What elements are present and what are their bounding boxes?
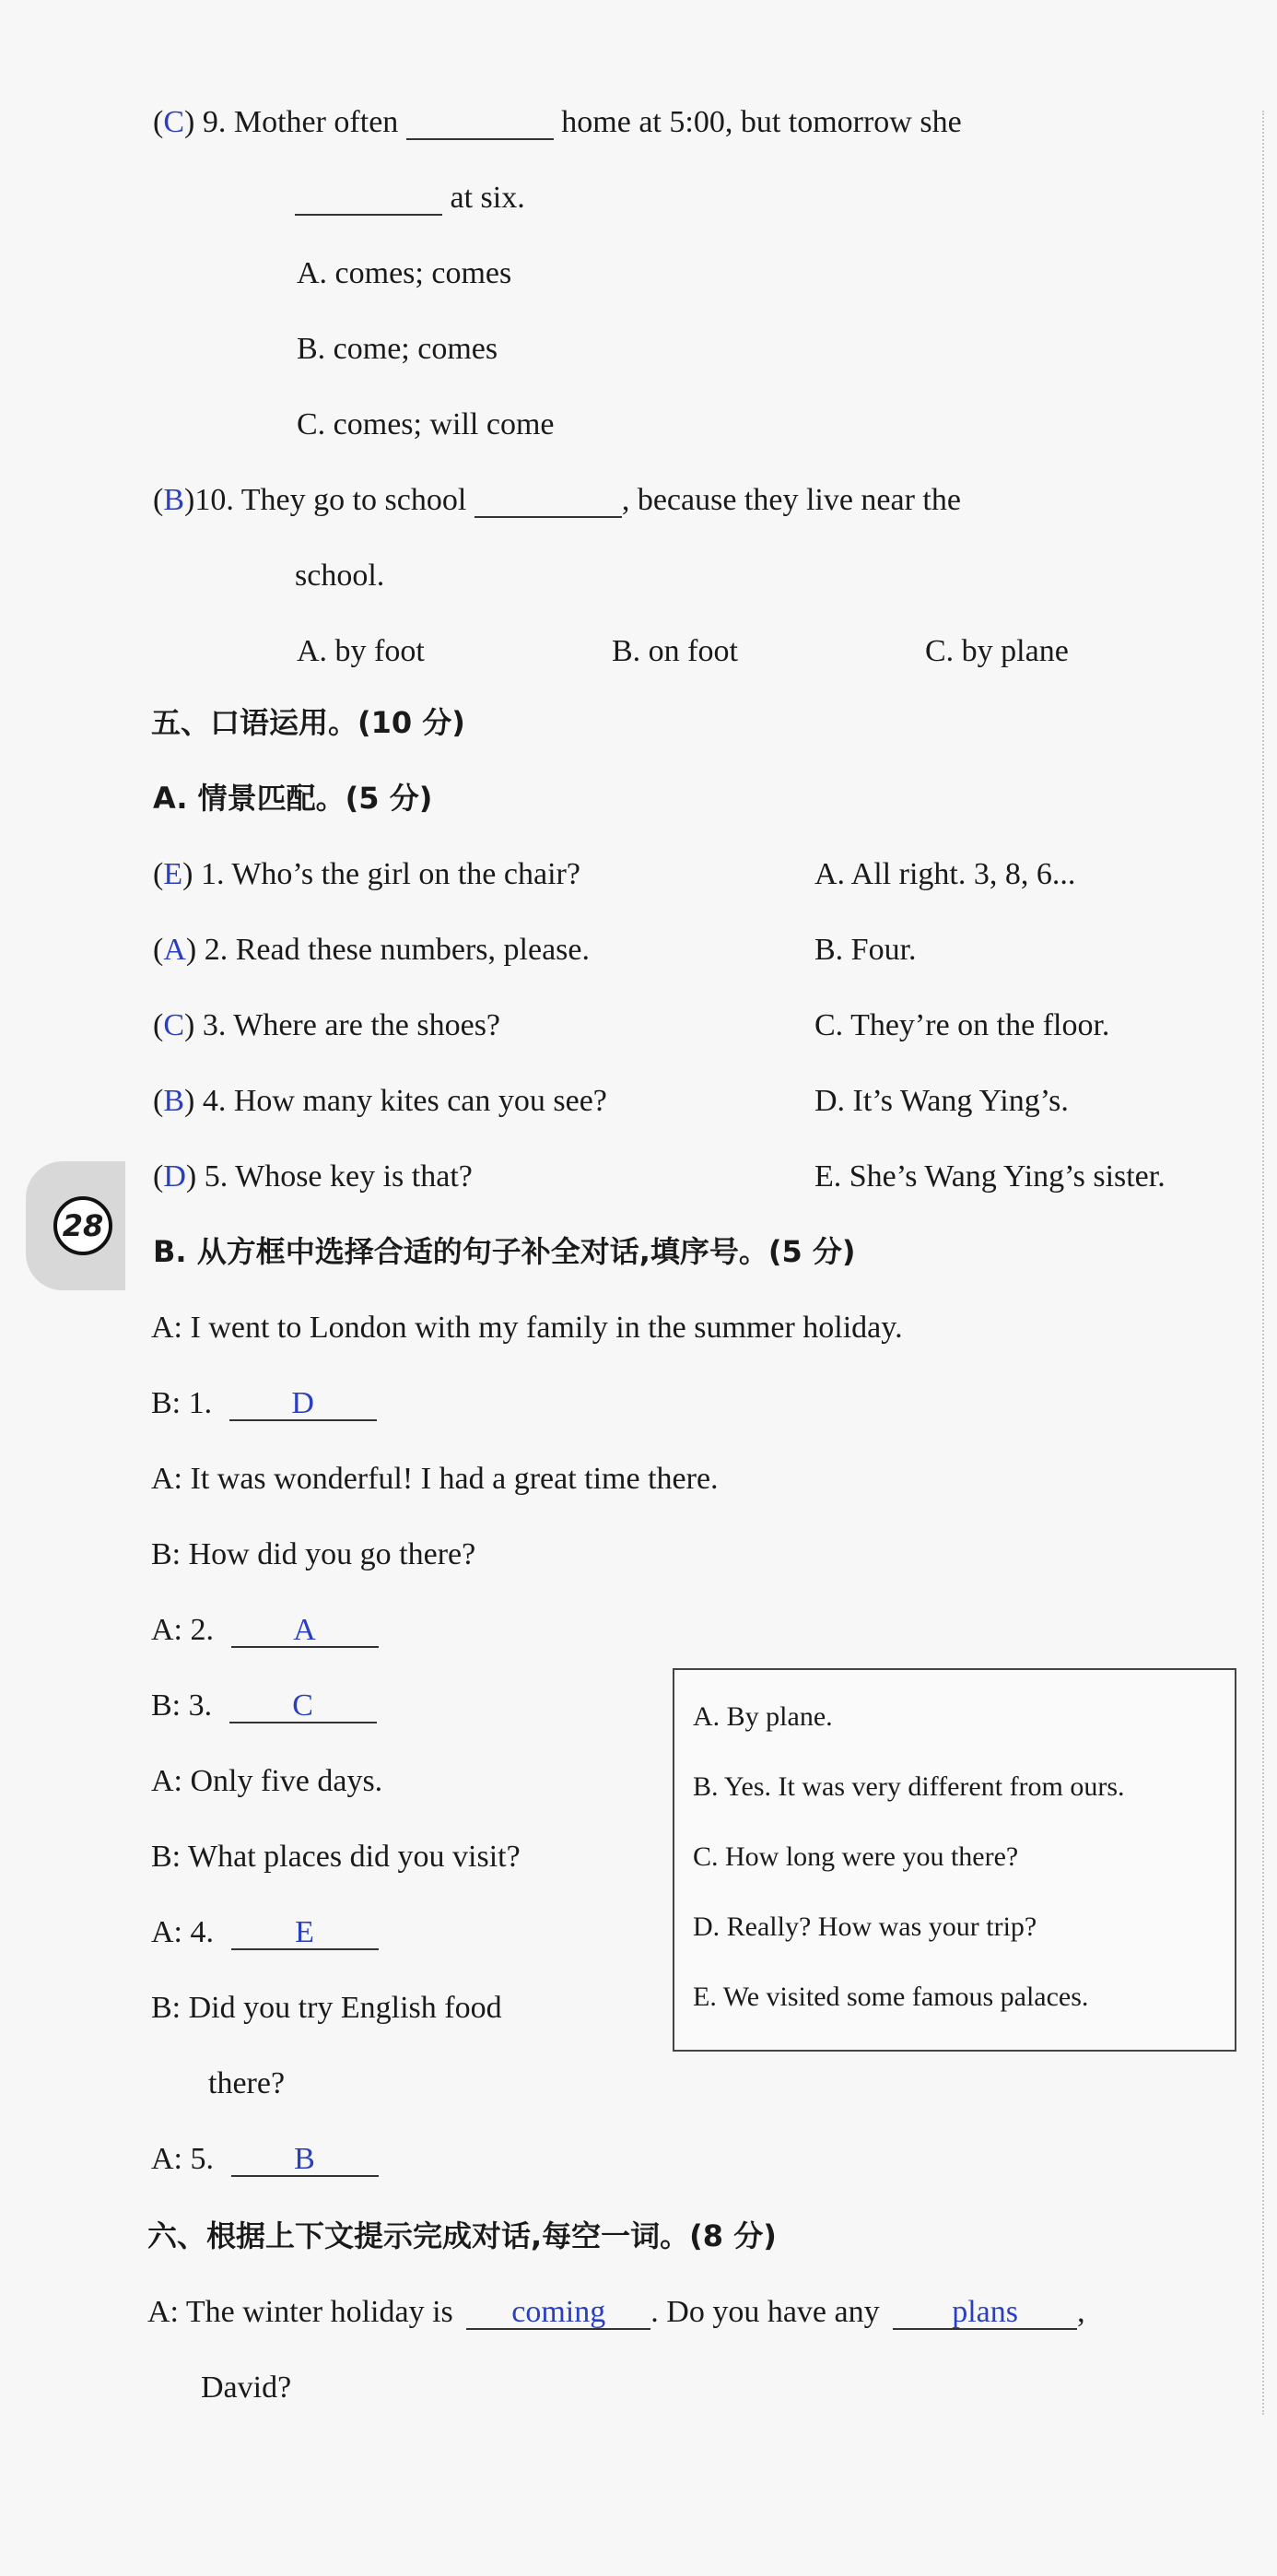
q9-option-c: C. comes; will come — [297, 407, 555, 441]
q9-number: 9. — [202, 105, 227, 139]
q9-text-3: at six. — [450, 181, 525, 215]
q9-line-2 — [295, 182, 525, 216]
box-option-a: A. By plane. — [693, 1701, 833, 1732]
dialog-line — [151, 2144, 379, 2177]
box-option-c: C. How long were you there? — [693, 1841, 1019, 1872]
q10-blank[interactable] — [474, 485, 622, 518]
dialog-line — [151, 1690, 377, 1723]
match-row: (B) 4. How many kites can you see? — [153, 1084, 607, 1118]
q9-option-a: A. comes; comes — [297, 256, 512, 290]
dialog-line — [151, 1917, 379, 1950]
match-option: E. She’s Wang Ying’s sister. — [814, 1159, 1166, 1194]
match-question: Whose key is that? — [235, 1159, 473, 1194]
match-question: Where are the shoes? — [233, 1008, 501, 1042]
dialog-line: B: What places did you visit? — [151, 1840, 521, 1874]
answer-match-4: B — [163, 1084, 185, 1118]
match-option: C. They’re on the floor. — [814, 1008, 1110, 1042]
match-row: (E) 1. Who’s the girl on the chair? — [153, 857, 580, 891]
dialog-line: B: Did you try English food — [151, 1991, 502, 2025]
match-num: 4. — [202, 1084, 227, 1118]
page-number: 28 — [53, 1196, 112, 1255]
s6-text: A: The winter holiday is — [147, 2295, 453, 2329]
options-box — [673, 1668, 1236, 2052]
dialog-line: A: Only five days. — [151, 1764, 383, 1798]
answer-match-3: C — [163, 1008, 185, 1042]
q9-blank-2[interactable] — [295, 182, 442, 216]
q10-text-3: school. — [295, 559, 385, 593]
q9-blank-1[interactable] — [406, 107, 554, 140]
q10-number: )10. — [184, 483, 234, 517]
dialog-line — [151, 1615, 379, 1648]
dialog-label: B: 3. — [151, 1688, 213, 1723]
dialog-blank-1[interactable]: D — [229, 1388, 377, 1421]
match-option: B. Four. — [814, 933, 917, 967]
answer-q10: B — [163, 483, 185, 517]
q9-option-b: B. come; comes — [297, 332, 498, 366]
match-question: Read these numbers, please. — [235, 933, 590, 967]
match-num: 2. — [204, 933, 228, 967]
part-a-title: A. 情景匹配。(5 分) — [153, 781, 433, 816]
dialog-blank-3[interactable]: C — [229, 1690, 377, 1723]
section-6-line-1 — [147, 2297, 1085, 2330]
match-row: (A) 2. Read these numbers, please. — [153, 933, 590, 967]
s6-text-2: . Do you have any — [650, 2295, 880, 2329]
box-option-b: B. Yes. It was very different from ours. — [693, 1771, 1125, 1802]
answer-q9: C — [163, 105, 185, 139]
section-6-title: 六、根据上下文提示完成对话,每空一词。(8 分) — [147, 2218, 777, 2253]
page-edge — [1262, 111, 1266, 2415]
match-option: D. It’s Wang Ying’s. — [814, 1084, 1069, 1118]
match-num: 1. — [200, 857, 225, 891]
match-question: Who’s the girl on the chair? — [231, 857, 580, 891]
dialog-label: A: 4. — [151, 1915, 214, 1949]
dialog-line: there? — [208, 2066, 286, 2100]
dialog-line: A: It was wonderful! I had a great time there. — [151, 1462, 719, 1496]
q9-text: Mother often — [233, 105, 399, 139]
q10-option-b: B. on foot — [612, 634, 738, 668]
q10-option-a: A. by foot — [297, 634, 425, 668]
answer-match-2: A — [163, 933, 186, 967]
box-option-e: E. We visited some famous palaces. — [693, 1982, 1089, 2012]
question-10: (B)10. They go to school , because they live near the — [153, 483, 961, 517]
match-option: A. All right. 3, 8, 6... — [814, 857, 1076, 891]
dialog-line: A: I went to London with my family in the summer holiday. — [151, 1311, 903, 1345]
s6-comma: , — [1077, 2295, 1085, 2329]
dialog-label: A: 2. — [151, 1613, 214, 1647]
q10-option-c: C. by plane — [925, 634, 1069, 668]
s6-blank-2[interactable]: plans — [893, 2297, 1077, 2330]
dialog-label: B: 1. — [151, 1386, 213, 1420]
box-option-d: D. Really? How was your trip? — [693, 1911, 1037, 1942]
s6-blank-1[interactable]: coming — [466, 2297, 650, 2330]
match-num: 3. — [202, 1008, 227, 1042]
q9-text-2: home at 5:00, but tomorrow she — [561, 105, 962, 139]
q10-text-2: , because they live near the — [621, 483, 961, 517]
dialog-blank-2[interactable]: A — [231, 1615, 379, 1648]
section-6-line-2: David? — [201, 2370, 292, 2405]
answer-match-5: D — [163, 1159, 186, 1194]
dialog-label: A: 5. — [151, 2142, 214, 2176]
match-question: How many kites can you see? — [233, 1084, 607, 1118]
dialog-line — [151, 1388, 377, 1421]
dialog-line: B: How did you go there? — [151, 1537, 476, 1571]
dialog-blank-4[interactable]: E — [231, 1917, 379, 1950]
match-num: 5. — [204, 1159, 228, 1194]
match-row: (D) 5. Whose key is that? — [153, 1159, 473, 1194]
question-9: (C) 9. Mother often home at 5:00, but tomorrow she — [153, 105, 962, 139]
q10-text: They go to school — [240, 483, 467, 517]
section-5-title: 五、口语运用。(10 分) — [151, 705, 465, 740]
match-row: (C) 3. Where are the shoes? — [153, 1008, 501, 1042]
answer-match-1: E — [163, 857, 183, 891]
dialog-blank-5[interactable]: B — [231, 2144, 379, 2177]
part-b-title: B. 从方框中选择合适的句子补全对话,填序号。(5 分) — [153, 1234, 856, 1269]
